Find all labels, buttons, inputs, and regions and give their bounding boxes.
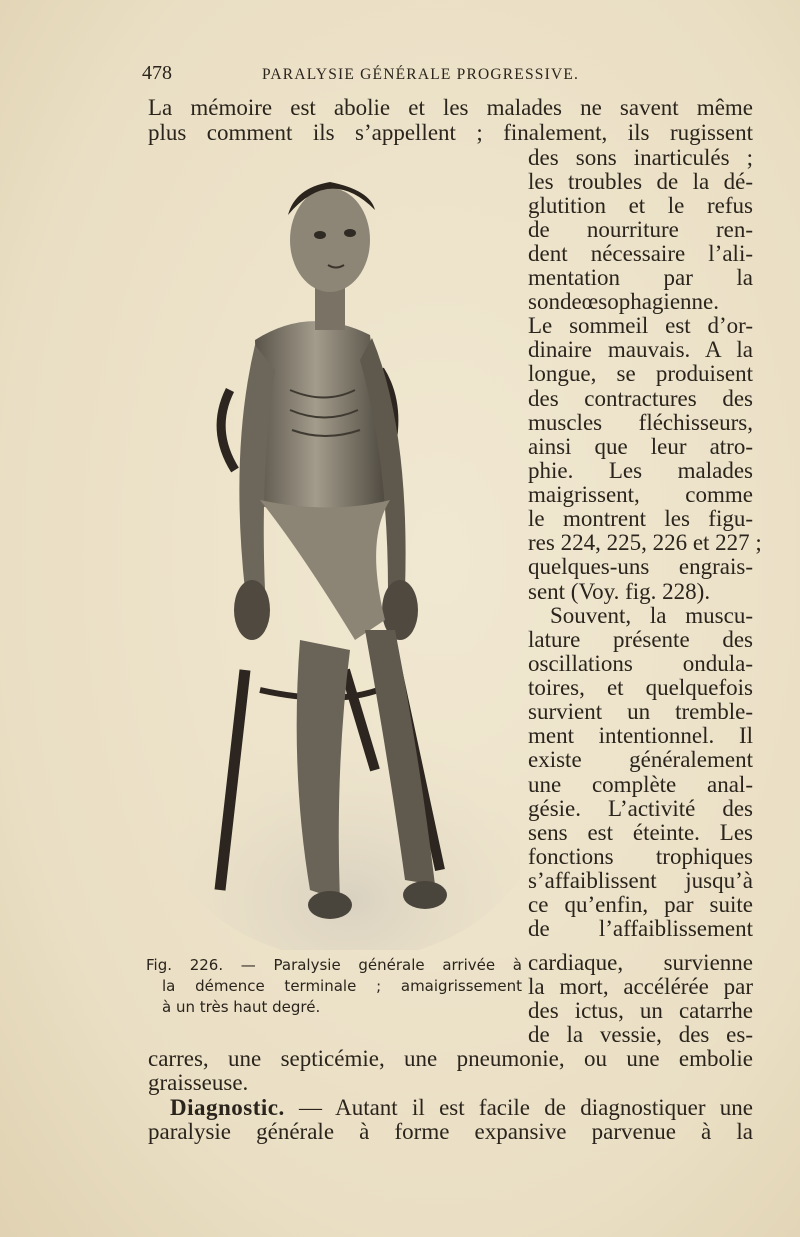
column-line: les troubles de la dé- xyxy=(528,169,753,194)
column-line: survient un tremble- xyxy=(528,699,753,724)
column-line: fonctions trophiques xyxy=(528,844,753,869)
column-line: dent nécessaire l’ali- xyxy=(528,241,753,266)
diagnostic-paragraph xyxy=(148,1096,753,1120)
running-title: PARALYSIE GÉNÉRALE PROGRESSIVE. xyxy=(262,66,580,83)
column-line: quelques-uns engrais- xyxy=(528,554,753,579)
column-line: une complète anal- xyxy=(528,772,753,797)
column-line: ment intentionnel. Il xyxy=(528,723,753,748)
column-line: de l’affaiblissement xyxy=(528,916,753,941)
column-line: oscillations ondula- xyxy=(528,651,753,676)
column-line: longue, se produisent xyxy=(528,361,753,386)
patient-photo-illustration xyxy=(150,170,520,950)
column-line: glutition et le refus xyxy=(528,193,753,218)
column-line: ainsi que leur atro- xyxy=(528,434,753,459)
column-line: muscles fléchisseurs, xyxy=(528,410,753,435)
body-line: carres, une septicémie, une pneumonie, ou une embolie xyxy=(148,1046,753,1071)
figure-photograph xyxy=(150,170,520,950)
body-line: La mémoire est abolie et les malades ne savent même xyxy=(148,95,753,120)
body-line: paralysie générale à forme expansive parvenue à la xyxy=(148,1119,753,1144)
column-line: toires, et quelquefois xyxy=(528,675,753,700)
column-line: cardiaque, survienne xyxy=(528,950,753,975)
column-line: maigrissent, comme xyxy=(528,482,753,507)
column-line: sent (Voy. fig. 228). xyxy=(528,579,711,604)
diagnostic-line-rest: — Autant il est facile de diagnostiquer une xyxy=(284,1095,753,1120)
column-line: s’affaiblissent jusqu’à xyxy=(528,868,753,893)
page-header xyxy=(142,58,754,88)
body-line: plus comment ils s’appellent ; finalement, ils rugissent xyxy=(148,120,753,145)
column-line: des ictus, un catarrhe xyxy=(528,998,753,1023)
column-line: ce qu’enfin, par suite xyxy=(528,892,753,917)
column-line: la mort, accélérée par xyxy=(528,974,753,999)
column-line: le montrent les figu- xyxy=(528,506,753,531)
column-line: phie. Les malades xyxy=(528,458,753,483)
column-line: de nourriture ren- xyxy=(528,217,753,242)
column-line: mentation par la xyxy=(528,265,753,290)
column-line: de la vessie, des es- xyxy=(528,1022,753,1047)
page-number: 478 xyxy=(142,62,172,84)
column-line: Le sommeil est d’or- xyxy=(528,313,753,338)
column-line: existe généralement xyxy=(528,747,753,772)
column-line: lature présente des xyxy=(528,627,753,652)
column-line: Souvent, la muscu- xyxy=(550,603,753,628)
caption-line: la démence terminale ; amaigrissement xyxy=(162,977,522,995)
figure-caption xyxy=(146,955,522,1018)
column-line: res 224, 225, 226 et 227 ; xyxy=(528,530,762,555)
column-line: des sons inarticulés ; xyxy=(528,145,753,170)
caption-line: Fig. 226. — Paralysie générale arrivée à xyxy=(146,956,522,974)
column-line: sens est éteinte. Les xyxy=(528,820,753,845)
column-line: gésie. L’activité des xyxy=(528,796,753,821)
caption-line: à un très haut degré. xyxy=(162,998,321,1016)
column-line: sondeœsophagienne. xyxy=(528,289,719,314)
body-line: graisseuse. xyxy=(148,1070,249,1095)
column-line: dinaire mauvais. A la xyxy=(528,337,753,362)
column-line: des contractures des xyxy=(528,386,753,411)
section-heading: Diagnostic. xyxy=(170,1095,285,1120)
